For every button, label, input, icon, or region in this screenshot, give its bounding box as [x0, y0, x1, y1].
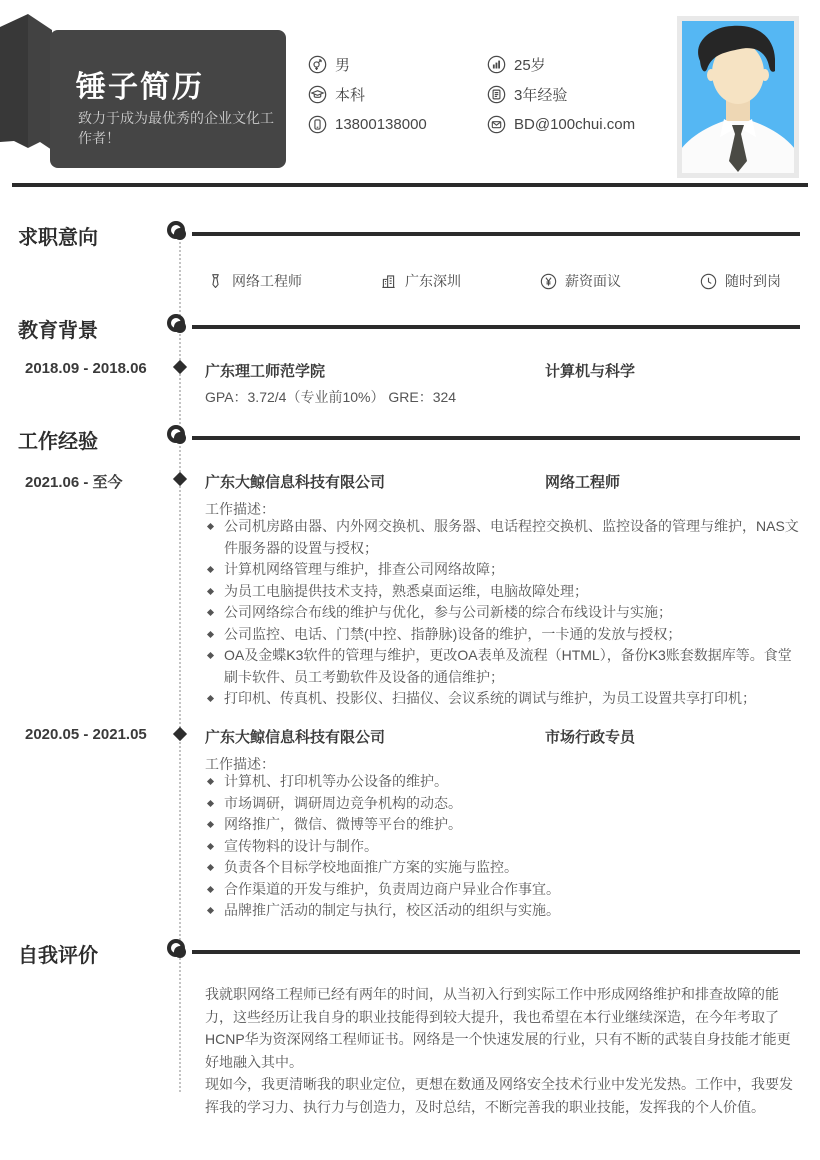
resume-title: 锤子简历: [76, 71, 204, 104]
work2-desc-label: 工作描述：: [205, 756, 275, 772]
experience-icon: [487, 85, 506, 104]
age-icon: [487, 55, 506, 74]
timeline-node-education: [167, 314, 185, 332]
work1-bullet-list: [205, 516, 805, 710]
intent-position: [207, 271, 302, 291]
education-detail: GPA：3.72/4（专业前10%） GRE：324: [205, 389, 457, 405]
profile-phone: [308, 114, 427, 134]
profile-info-col-2: [487, 54, 635, 134]
bullet-text: 宣传物料的设计与制作。: [224, 837, 378, 854]
profile-age: [487, 54, 635, 74]
timeline-marker-work1: [173, 472, 187, 486]
bullet-text: 市场调研，调研周边竞争机构的动态。: [224, 794, 462, 811]
bullet-item: [205, 602, 805, 624]
bullet-item: [205, 581, 805, 603]
intent-availability-label: 随时到岗: [725, 273, 781, 289]
bullet-text: 负责各个目标学校地面推广方案的实施与监控。: [224, 859, 518, 875]
email-icon: [487, 115, 506, 134]
salary-icon: [540, 273, 557, 290]
experience-value: 3年经验: [514, 86, 568, 104]
bullet-text: 公司机房路由器、内外网交换机、服务器、电话程控交换机、监控设备的管理与维护，NAS文件服务器的设置与授权；: [224, 518, 799, 556]
profile-education: [308, 84, 427, 104]
bullet-text: 打印机、传真机、投影仪、扫描仪、会议系统的调试与维护，为员工设置共享打印机；: [224, 690, 756, 706]
timeline-marker-work2: [173, 727, 187, 741]
bullet-text: 为员工电脑提供技术支持，熟悉桌面运维，电脑故障处理；: [224, 582, 588, 599]
section-line-job-intent: [192, 232, 800, 236]
work2-position: 市场行政专员: [545, 729, 636, 746]
self-eval-paragraph-1: 我就职网络工程师已经有两年的时间，从当初入行到实际工作中形成网络维护和排查故障的能力，这些经历让我自身的职业技能得到较大提升，我也希望在本行业继续深造，在今年考取了HCNP华为资深网络工程师证书。网络是一个快速发展的行业，只有不断的武装自身技能才能更好地融入其中。: [205, 986, 791, 1070]
bullet-marker: [207, 566, 214, 573]
bullet-text: 网络推广，微信、微博等平台的维护。: [224, 816, 462, 832]
bullet-item: [205, 857, 805, 879]
bullet-marker: [207, 523, 214, 530]
bullet-text: 计算机网络管理与维护，排查公司网络故障；: [224, 561, 504, 577]
bullet-marker: [207, 907, 214, 914]
timeline-marker-education: [173, 360, 187, 374]
timeline-node-work: [167, 425, 185, 443]
bullet-marker: [207, 864, 214, 871]
intent-position-label: 网络工程师: [232, 273, 302, 289]
phone-value: 13800138000: [335, 115, 427, 133]
section-line-self-eval: [192, 950, 800, 954]
education-value: 本科: [335, 86, 366, 104]
profile-gender: [308, 54, 427, 74]
header-divider: [12, 183, 808, 187]
bullet-item: [205, 559, 805, 581]
bullet-item: [205, 771, 805, 793]
bullet-marker: [207, 695, 214, 702]
email-value: BD@100chui.com: [514, 115, 636, 133]
education-icon: [308, 85, 327, 104]
intent-availability: [700, 271, 781, 291]
bullet-item: [205, 836, 805, 858]
timeline-node-self-eval: [167, 939, 185, 957]
bullet-item: [205, 900, 805, 922]
age-value: 25岁: [514, 56, 546, 74]
section-title-job-intent: 求职意向: [18, 227, 98, 249]
self-eval-paragraph-2: 现如今，我更清晰我的职业定位，更想在数通及网络安全技术行业中发光发热。工作中，我要发挥我的学习力、执行力与创造力，及时总结，不断完善我的职业技能，发挥我的个人价值。: [205, 1076, 793, 1115]
bullet-text: OA及金蝶K3软件的管理与维护，更改OA表单及流程（HTML），备份K3账套数据库等。食堂刷卡软件、员工考勤软件及设备的通信维护；: [224, 647, 792, 685]
bullet-text: 计算机、打印机等办公设备的维护。: [224, 773, 448, 789]
education-period: 2018.09 - 2018.06: [25, 360, 147, 377]
bullet-item: [205, 814, 805, 836]
work2-period: 2020.05 - 2021.05: [25, 726, 147, 743]
gender-icon: [308, 55, 327, 74]
bullet-text: 公司监控、电话、门禁(中控、指静脉)设备的维护，一卡通的发放与授权；: [224, 625, 682, 642]
bullet-marker: [207, 799, 214, 806]
profile-experience: [487, 84, 635, 104]
self-eval-text: [205, 983, 804, 1118]
work2-company: 广东大鲸信息科技有限公司: [205, 729, 386, 746]
gender-value: 男: [335, 56, 351, 74]
bullet-marker: [207, 587, 214, 594]
bullet-marker: [207, 778, 214, 785]
work1-desc-label: 工作描述：: [205, 501, 275, 517]
intent-salary-label: 薪资面议: [565, 273, 621, 289]
timeline-node-job-intent: [167, 221, 185, 239]
bullet-item: [205, 645, 805, 688]
clock-icon: [700, 273, 717, 290]
bullet-marker: [207, 821, 214, 828]
bullet-marker: [207, 609, 214, 616]
section-line-education: [192, 325, 800, 329]
bullet-marker: [207, 652, 214, 659]
bullet-item: [205, 624, 805, 646]
avatar-illustration: [682, 21, 794, 173]
bullet-text: 公司网络综合布线的维护与优化，参与公司新楼的综合布线设计与实施；: [224, 604, 672, 620]
profile-email: [487, 114, 635, 134]
bullet-marker: [207, 630, 214, 637]
avatar: [677, 16, 799, 178]
work1-company: 广东大鲸信息科技有限公司: [205, 474, 386, 491]
title-ribbon: [0, 12, 290, 176]
tie-icon: [207, 273, 224, 290]
profile-info-col-1: [308, 54, 427, 134]
bullet-item: [205, 516, 805, 559]
bullet-item: [205, 879, 805, 901]
section-title-education: 教育背景: [18, 320, 98, 342]
education-major: 计算机与科学: [545, 363, 636, 380]
bullet-marker: [207, 885, 214, 892]
work1-period: 2021.06 - 至今: [25, 474, 123, 491]
intent-location-label: 广东深圳: [405, 273, 461, 289]
bullet-item: [205, 793, 805, 815]
bullet-marker: [207, 842, 214, 849]
section-title-work: 工作经验: [18, 431, 98, 453]
section-line-work: [192, 436, 800, 440]
bullet-item: [205, 688, 805, 710]
section-title-self-eval: 自我评价: [18, 945, 98, 967]
building-icon: [380, 273, 397, 290]
intent-salary: [540, 271, 621, 291]
bullet-text: 品牌推广活动的制定与执行，校区活动的组织与实施。: [224, 902, 560, 918]
intent-location: [380, 271, 461, 291]
work2-bullet-list: [205, 771, 805, 922]
phone-icon: [308, 115, 327, 134]
resume-subtitle: 致力于成为最优秀的企业文化工作者！: [78, 110, 274, 146]
education-school: 广东理工师范学院: [205, 363, 326, 380]
bullet-text: 合作渠道的开发与维护，负责周边商户异业合作事宜。: [224, 880, 560, 897]
work1-position: 网络工程师: [545, 474, 621, 491]
